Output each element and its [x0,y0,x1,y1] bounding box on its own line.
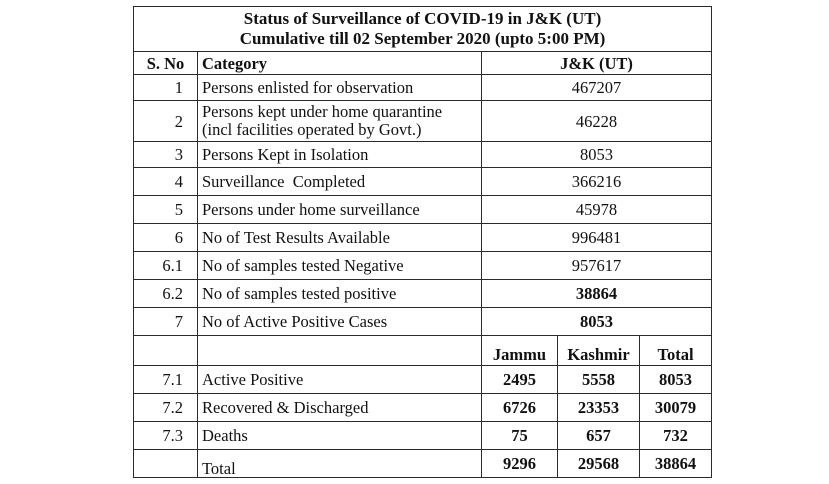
row-sno: 6.1 [134,252,198,280]
row-value: 46228 [482,101,712,142]
table-row [134,224,712,252]
jammu-value: 6726 [482,394,558,422]
row-category [198,101,482,142]
header-row [134,52,712,75]
header-sno: S. No [134,52,198,75]
breakdown-row [134,366,712,394]
row-sno: 2 [134,101,198,142]
row-category: No of Active Positive Cases [198,308,482,336]
table-title [134,7,712,52]
empty-cell [198,336,482,366]
table-row [134,142,712,168]
total-row [134,450,712,478]
row-category: Persons enlisted for observation [198,75,482,101]
table-row [134,101,712,142]
header-kashmir: Kashmir [558,336,640,366]
row-value: 957617 [482,252,712,280]
row-sno: 5 [134,196,198,224]
header-region: J&K (UT) [482,52,712,75]
row-value: 996481 [482,224,712,252]
jammu-total: 9296 [482,450,558,478]
table-row [134,196,712,224]
row-value: 8053 [482,142,712,168]
header-jammu: Jammu [482,336,558,366]
row-category-line-2: (incl facilities operated by Govt.) [202,120,422,139]
row-category: Persons under home surveillance [198,196,482,224]
table-row [134,252,712,280]
kashmir-value: 657 [558,422,640,450]
title-row [134,7,712,52]
breakdown-row [134,394,712,422]
row-sno: 7.3 [134,422,198,450]
surveillance-document [133,6,711,480]
table-row [134,308,712,336]
row-category: Deaths [198,422,482,450]
table-row [134,75,712,101]
row-value: 366216 [482,168,712,196]
empty-cell [134,450,198,478]
row-value: 45978 [482,196,712,224]
kashmir-value: 23353 [558,394,640,422]
jammu-value: 75 [482,422,558,450]
row-sno: 6.2 [134,280,198,308]
total-value: 30079 [640,394,712,422]
jammu-value: 2495 [482,366,558,394]
breakdown-header-row [134,336,712,366]
title-line-1: Status of Surveillance of COVID-19 in J&K (UT) [243,9,602,28]
row-sno: 1 [134,75,198,101]
row-value: 38864 [482,280,712,308]
row-category-line-1: Persons kept under home quarantine [202,102,443,121]
row-sno: 3 [134,142,198,168]
row-sno: 7.1 [134,366,198,394]
row-category: Surveillance Completed [198,168,482,196]
row-category: No of Test Results Available [198,224,482,252]
kashmir-total: 29568 [558,450,640,478]
row-sno: 4 [134,168,198,196]
row-sno: 6 [134,224,198,252]
total-label: Total [198,450,482,478]
kashmir-value: 5558 [558,366,640,394]
row-category: No of samples tested Negative [198,252,482,280]
total-value: 8053 [640,366,712,394]
total-value: 732 [640,422,712,450]
empty-cell [134,336,198,366]
row-sno: 7 [134,308,198,336]
row-category: No of samples tested positive [198,280,482,308]
breakdown-row [134,422,712,450]
surveillance-table [133,6,712,478]
grand-total: 38864 [640,450,712,478]
header-category: Category [198,52,482,75]
row-sno: 7.2 [134,394,198,422]
row-category: Persons Kept in Isolation [198,142,482,168]
row-category: Active Positive [198,366,482,394]
table-row [134,168,712,196]
row-category: Recovered & Discharged [198,394,482,422]
row-value: 8053 [482,308,712,336]
header-total: Total [640,336,712,366]
row-value: 467207 [482,75,712,101]
table-row [134,280,712,308]
title-line-2: Cumulative till 02 September 2020 (upto 5:00 PM) [239,29,606,48]
